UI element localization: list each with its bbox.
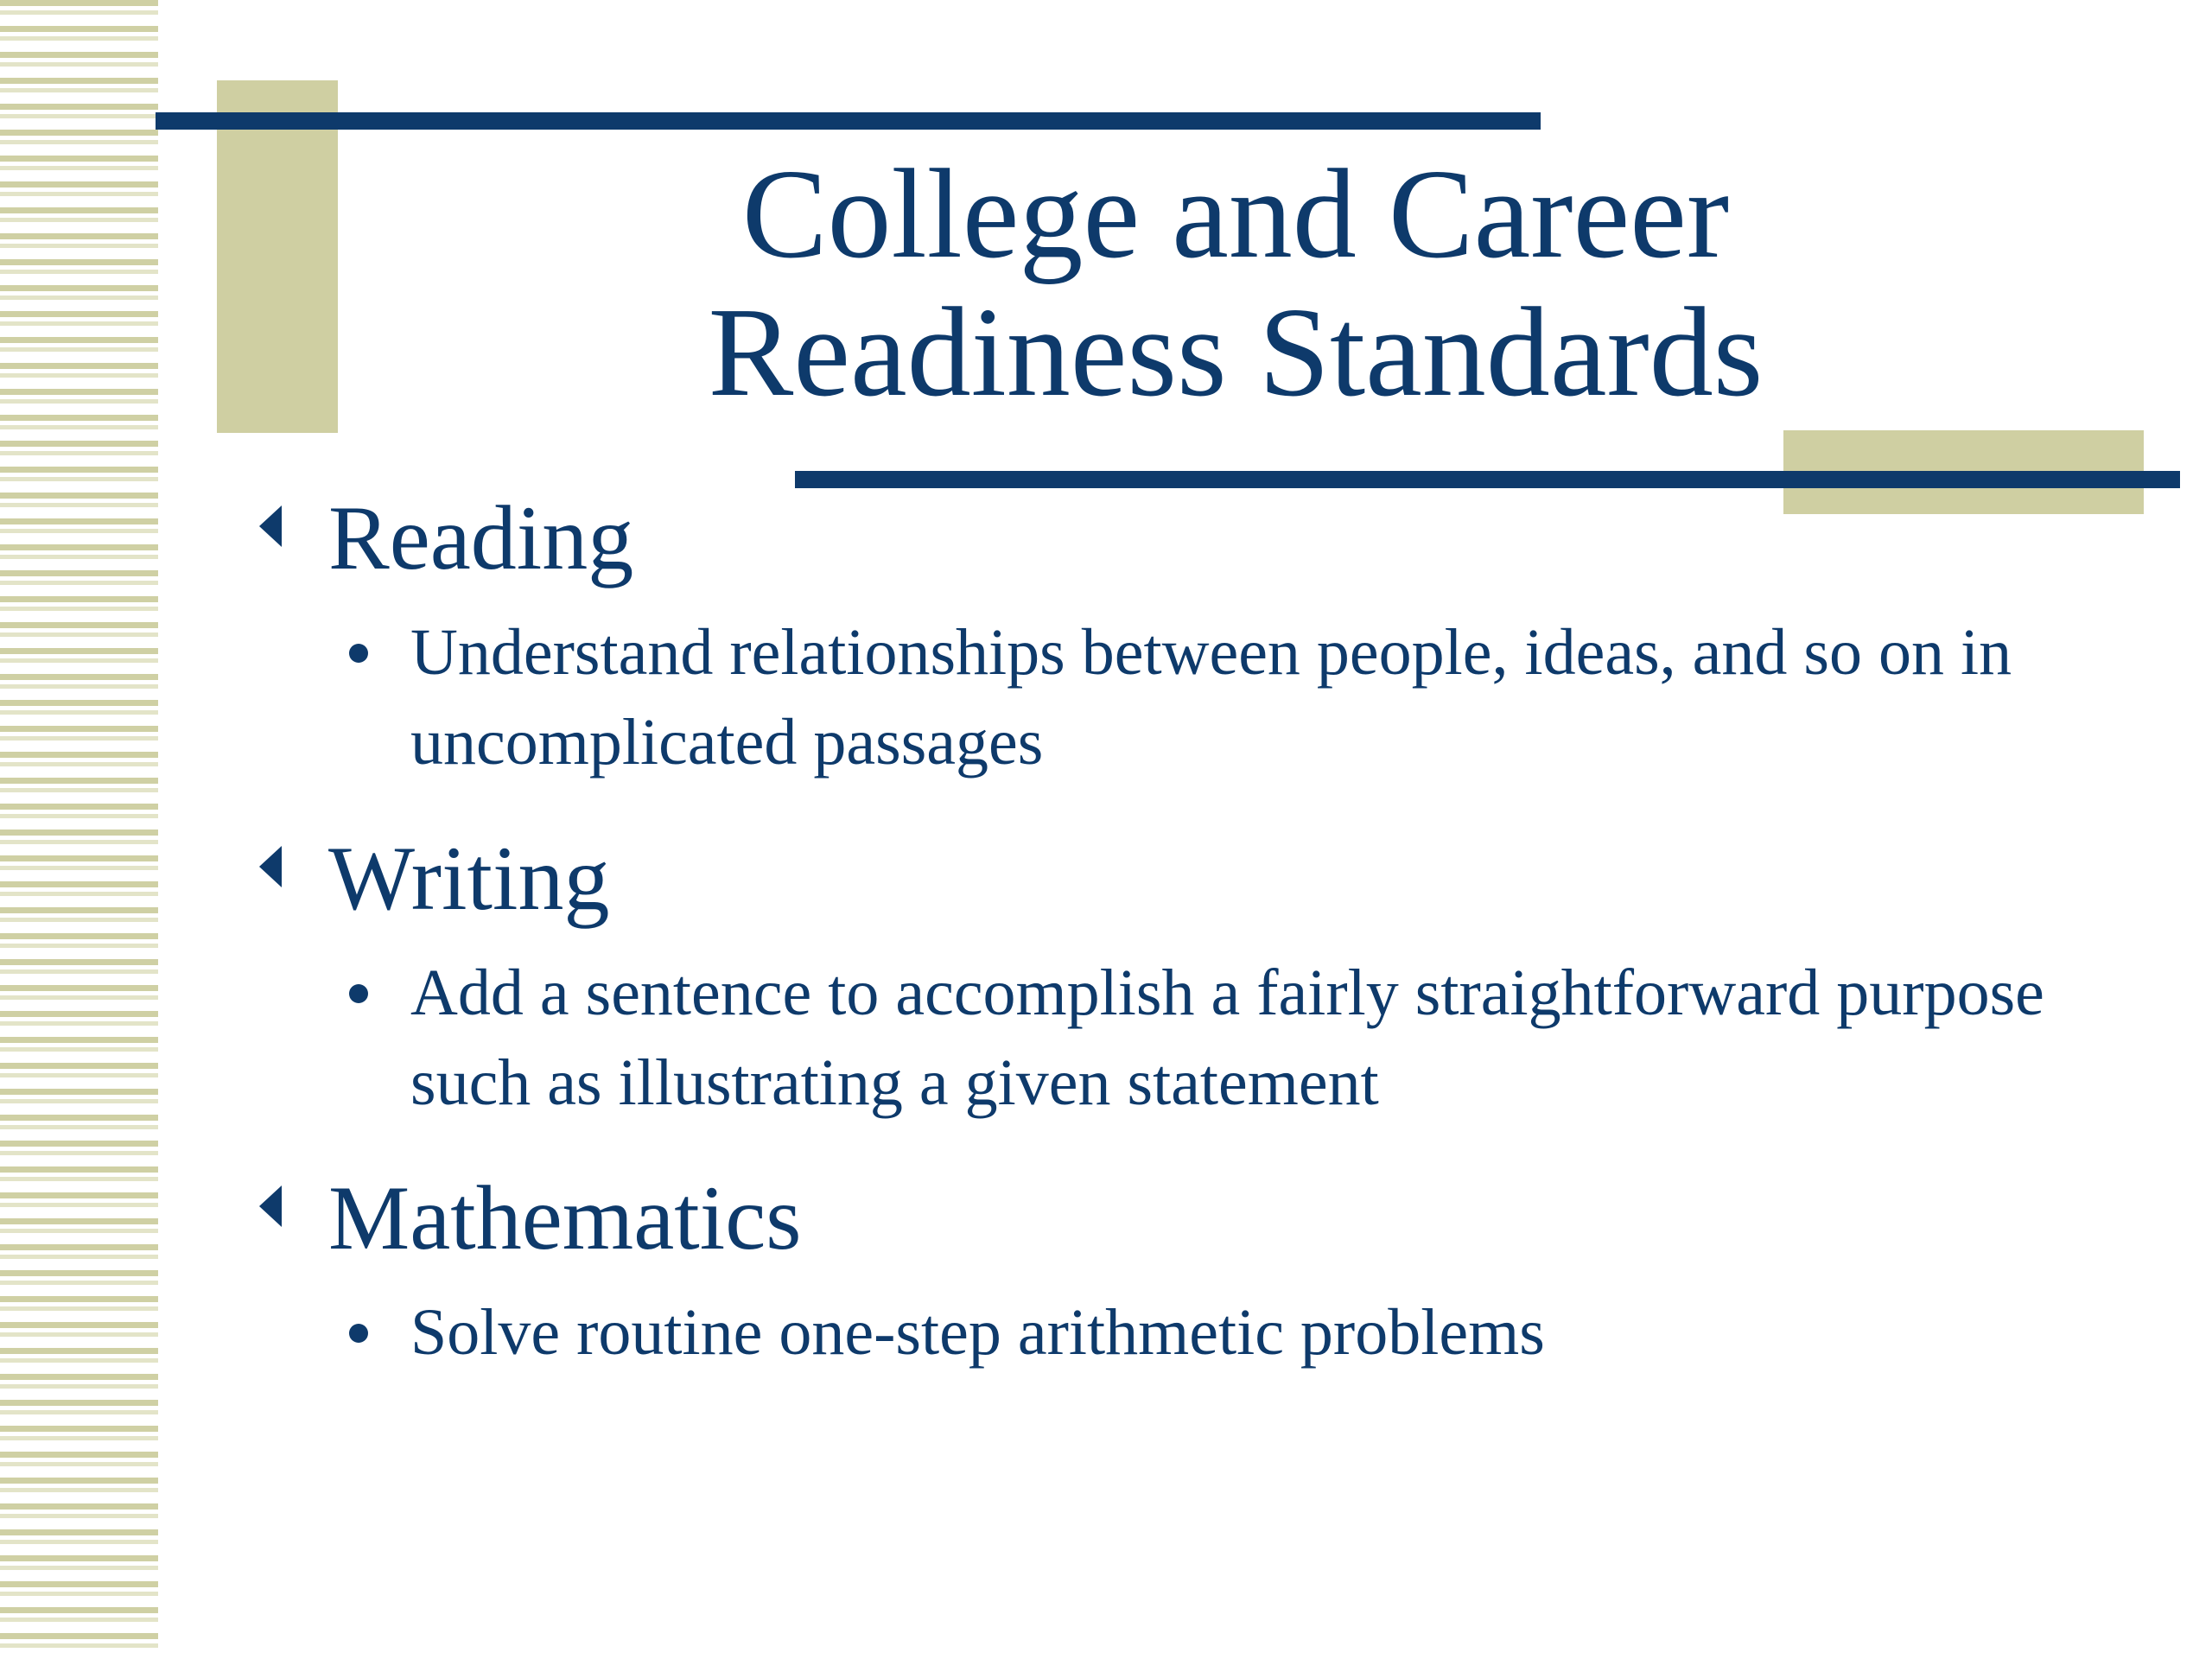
dot-bullet-icon [349,644,368,663]
triangle-bullet-icon [259,505,282,547]
section-heading [259,486,2117,590]
list-item [259,1287,2156,1377]
list-item-text: Add a sentence to accomplish a fairly straightforward purpose such as illustrating a given statement [410,957,2044,1119]
section-label-mathematics: Mathematics [328,1167,802,1268]
list-item [259,607,2156,787]
section-mathematics [259,1166,2117,1377]
section-heading [259,827,2117,931]
triangle-bullet-icon [259,1185,282,1227]
triangle-bullet-icon [259,846,282,887]
dot-bullet-icon [349,1324,368,1343]
bottom-rule [795,471,2180,488]
decorative-stripe-band [0,0,158,1659]
list-item-text: Solve routine one-step arithmetic problems [410,1296,1545,1369]
top-rule [156,112,1541,130]
section-reading [259,486,2117,787]
section-label-writing: Writing [328,828,610,929]
accent-block-top [217,80,338,433]
title-line-2: Readiness Standards [708,282,1764,423]
section-writing [259,827,2117,1128]
list-item-text: Understand relationships between people, ideas, and so on in uncomplicated passages [410,616,2012,779]
slide-title [553,145,1918,422]
list-item [259,948,2156,1128]
title-line-1: College and Career [741,143,1730,285]
dot-bullet-icon [349,984,368,1003]
section-label-reading: Reading [328,487,634,588]
section-heading [259,1166,2117,1270]
